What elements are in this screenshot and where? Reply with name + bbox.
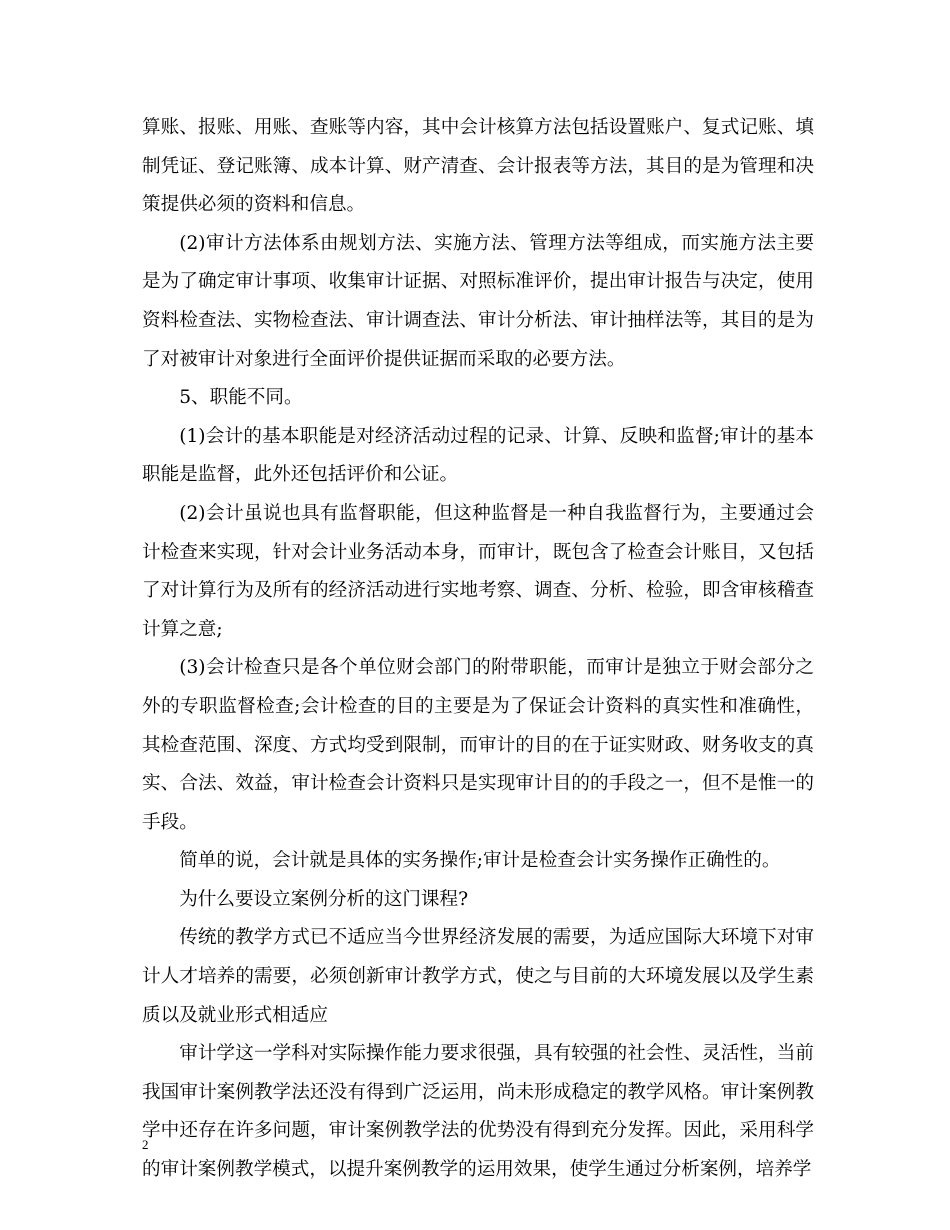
paragraph-3: 5、职能不同。 <box>179 387 303 409</box>
paragraph-9: 传统的教学方式已不适应当今世界经济发展的需要，为适应国际大环境下对审计人才培养的需要，必须创新审计教学方式，使之与目前的大环境发展以及学生素质以及就业形式相适应 <box>142 927 814 1026</box>
paragraph-7: 简单的说，会计就是具体的实务操作;审计是检查会计实务操作正确性的。 <box>179 850 781 872</box>
paragraph-10: 审计学这一学科对实际操作能力要求很强，具有较强的社会性、灵活性，当前我国审计案例教学法还没有得到广泛运用，尚未形成稳定的教学风格。审计案例教学中还存在许多问题，审计案例教学法的优势没有得到充分发挥。因此，采用科学的审计案例教学模式，以提升案例教学的运用效果，使学生通过分析案例，培养学 <box>142 1043 814 1181</box>
paragraph-5: (2)会计虽说也具有监督职能，但这种监督是一种自我监督行为，主要通过会计检查来实现，针对会计业务活动本身，而审计，既包含了检查会计账目，又包括了对计算行为及所有的经济活动进行实地考察、调查、分析、检验，即含审核稽查计算之意; <box>142 502 814 640</box>
paragraph-2: (2)审计方法体系由规划方法、实施方法、管理方法等组成，而实施方法主要是为了确定审计事项、收集审计证据、对照标准评价，提出审计报告与决定，使用资料检查法、实物检查法、审计调查法、审计分析法、审计抽样法等，其目的是为了对被审计对象进行全面评价提供证据而采取的必要方法。 <box>142 232 814 370</box>
paragraph-4: (1)会计的基本职能是对经济活动过程的记录、计算、反映和监督;审计的基本职能是监督，此外还包括评价和公证。 <box>142 425 814 486</box>
paragraph-1: 算账、报账、用账、查账等内容，其中会计核算方法包括设置账户、复式记账、填制凭证、登记账簿、成本计算、财产清查、会计报表等方法，其目的是为管理和决策提供必须的资料和信息。 <box>142 117 814 216</box>
document-body <box>142 109 814 1190</box>
page-number: 2 <box>142 1137 149 1152</box>
paragraph-8: 为什么要设立案例分析的这门课程? <box>179 888 469 910</box>
paragraph-6: (3)会计检查只是各个单位财会部门的附带职能，而审计是独立于财会部分之外的专职监督检查;会计检查的目的主要是为了保证会计资料的真实性和准确性，其检查范围、深度、方式均受到限制，而审计的目的在于证实财政、财务收支的真实、合法、效益，审计检查会计资料只是实现审计目的的手段之一，但不是惟一的手段。 <box>142 657 814 833</box>
